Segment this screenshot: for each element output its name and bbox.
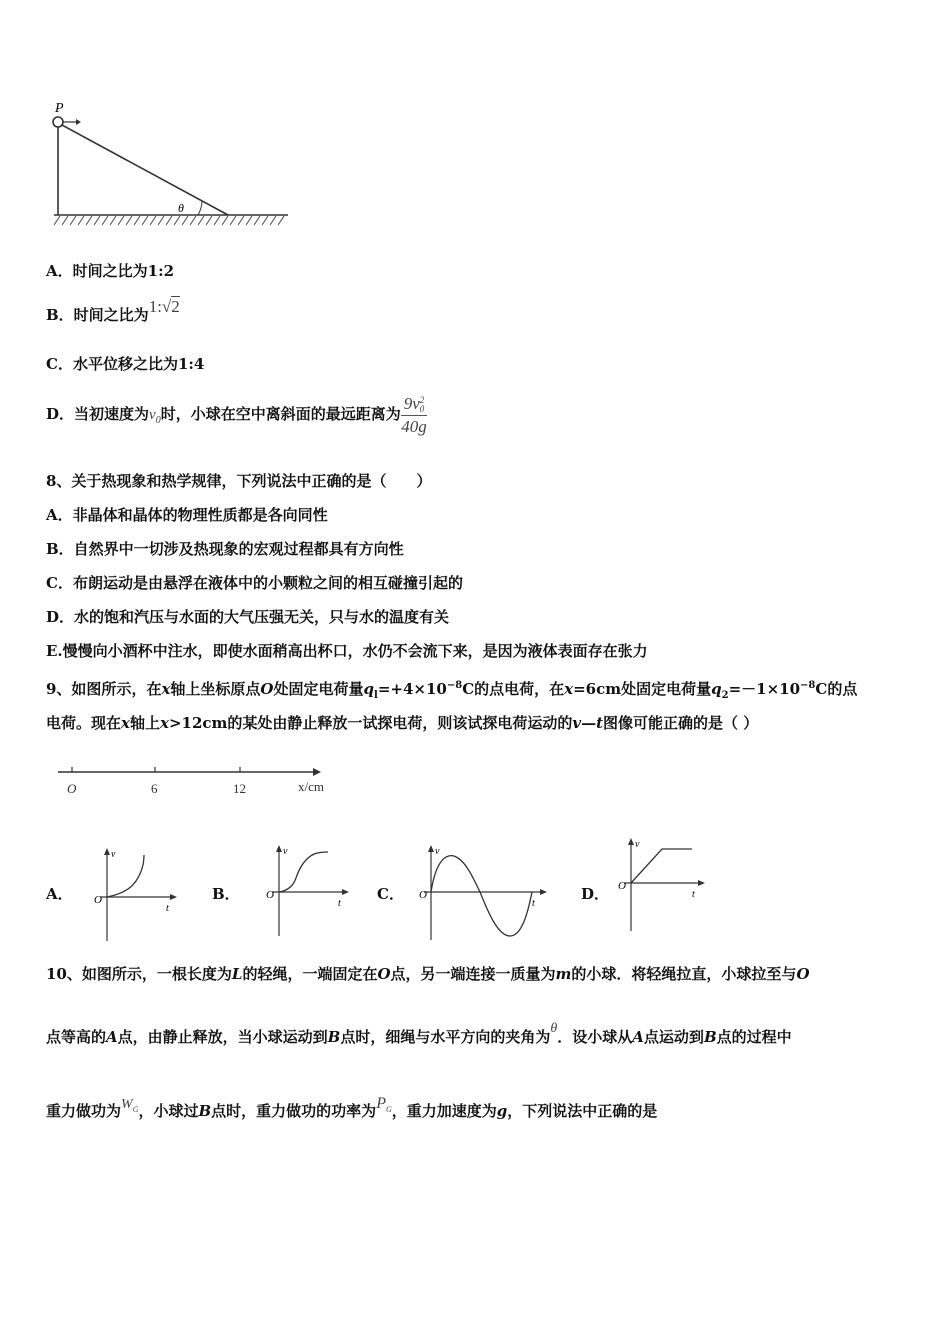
v-symbol: v bbox=[149, 407, 156, 423]
fraction-numerator: 9v 2 0 bbox=[401, 393, 428, 416]
curve-b bbox=[279, 852, 328, 892]
v-subscript: 0 bbox=[155, 415, 161, 426]
svg-text:v: v bbox=[283, 846, 288, 857]
q7-option-a: A．时间之比为1:2 bbox=[46, 262, 175, 280]
svg-text:O: O bbox=[419, 889, 427, 901]
curve-c bbox=[431, 856, 532, 936]
q9-graph-c bbox=[414, 840, 554, 945]
axis-label-xcm: x/cm bbox=[298, 779, 324, 794]
q8-option-b: B．自然界中一切涉及热现象的宏观过程都具有方向性 bbox=[46, 540, 404, 558]
q7-option-d-v bbox=[149, 407, 161, 426]
ball bbox=[53, 117, 63, 127]
svg-text:t: t bbox=[166, 903, 169, 914]
incline-label-theta: θ bbox=[178, 201, 184, 215]
q8-option-e: E.慢慢向小酒杯中注水，即使水面稍高出杯口，水仍不会流下来，是因为液体表面存在张力 bbox=[46, 642, 648, 660]
q10-stem-line1: 10、如图所示，一根长度为L的轻绳，一端固定在O点，另一端连接一质量为m的小球．将轻绳拉直，小球拉至与O bbox=[46, 965, 810, 983]
x-axis-arrowhead bbox=[313, 768, 321, 776]
q8-option-a: A．非晶体和晶体的物理性质都是各向同性 bbox=[46, 506, 328, 524]
tick-label-6: 6 bbox=[151, 781, 158, 796]
q9-option-d-label: D． bbox=[581, 885, 610, 903]
ground-hatching bbox=[54, 216, 284, 225]
incline-slope bbox=[62, 125, 228, 215]
q8-stem: 8、关于热现象和热学规律，下列说法中正确的是（ ） bbox=[46, 472, 432, 490]
theta-symbol: θ bbox=[550, 1021, 558, 1036]
svg-text:O: O bbox=[618, 880, 626, 892]
tick-label-o: O bbox=[67, 781, 77, 796]
q7-option-d-pre: D．当初速度为 bbox=[46, 405, 150, 423]
svg-text:t: t bbox=[532, 898, 535, 909]
tick-label-12: 12 bbox=[233, 781, 246, 796]
curve-d bbox=[631, 849, 692, 883]
svg-text:v: v bbox=[111, 849, 116, 860]
incline-label-p: P bbox=[55, 101, 64, 116]
work-symbol: $W_G$ bbox=[121, 1097, 139, 1114]
q9-option-a-label: A． bbox=[46, 885, 73, 903]
curve-a bbox=[107, 855, 144, 897]
q9-graph-b bbox=[262, 840, 357, 940]
velocity-arrowhead bbox=[76, 119, 81, 125]
svg-text:t: t bbox=[692, 889, 695, 900]
q7-option-c: C．水平位移之比为1:4 bbox=[46, 355, 205, 373]
sqrt-radicand: 2 bbox=[171, 297, 180, 316]
svg-text:v: v bbox=[435, 846, 440, 857]
fraction-denominator: 40g bbox=[401, 416, 427, 436]
q7-option-b-text: B．时间之比为 bbox=[46, 306, 149, 324]
sqrt-icon: √ bbox=[161, 297, 172, 316]
q9-stem-line2: 电荷。现在x轴上x>12cm的某处由静止释放一试探电荷，则该试探电荷运动的v—t图像可能正确的是（ ） bbox=[46, 714, 759, 732]
svg-text:v: v bbox=[635, 839, 640, 850]
q7-option-b-math bbox=[149, 297, 180, 316]
q9-stem-line1: 9、如图所示，在x轴上坐标原点O处固定电荷量$q_l=+4\times 10^{-8}C$的点电荷，在x=6cm处固定电荷量$q_2=-1\times 10^{-8}C$的点 bbox=[46, 680, 858, 701]
q9-option-b-label: B． bbox=[212, 885, 240, 903]
q7-option-d bbox=[46, 392, 427, 443]
svg-text:O: O bbox=[266, 889, 274, 901]
q7-option-b bbox=[46, 297, 180, 325]
q10-stem-line3: 重力做功为$W_G$，小球过B点时，重力做功的功率为$P_G$，重力加速度为g，下列说法中正确的是 bbox=[46, 1095, 658, 1120]
ratio-prefix: 1: bbox=[148, 297, 162, 316]
q9-graph-a bbox=[90, 845, 185, 945]
svg-text:O: O bbox=[94, 894, 102, 906]
svg-text:t: t bbox=[338, 898, 341, 909]
q8-option-d: D．水的饱和汽压与水面的大气压强无关，只与水的温度有关 bbox=[46, 608, 450, 626]
distance-fraction bbox=[401, 393, 428, 438]
q9-graph-d bbox=[614, 835, 714, 935]
q7-option-d-post: 时，小球在空中离斜面的最远距离为 bbox=[160, 405, 401, 423]
q10-stem-line2: 点等高的A点，由静止释放，当小球运动到B点时，细绳与水平方向的夹角为θ．设小球从A点运动到B点的过程中 bbox=[46, 1021, 792, 1046]
angle-arc bbox=[198, 201, 202, 215]
q8-option-c: C．布朗运动是由悬浮在液体中的小颗粒之间的相互碰撞引起的 bbox=[46, 574, 463, 592]
incline-figure bbox=[40, 98, 300, 233]
x-number-line bbox=[55, 760, 345, 800]
power-symbol: $P_G$ bbox=[376, 1095, 392, 1115]
q9-option-c-label: C． bbox=[377, 885, 404, 903]
